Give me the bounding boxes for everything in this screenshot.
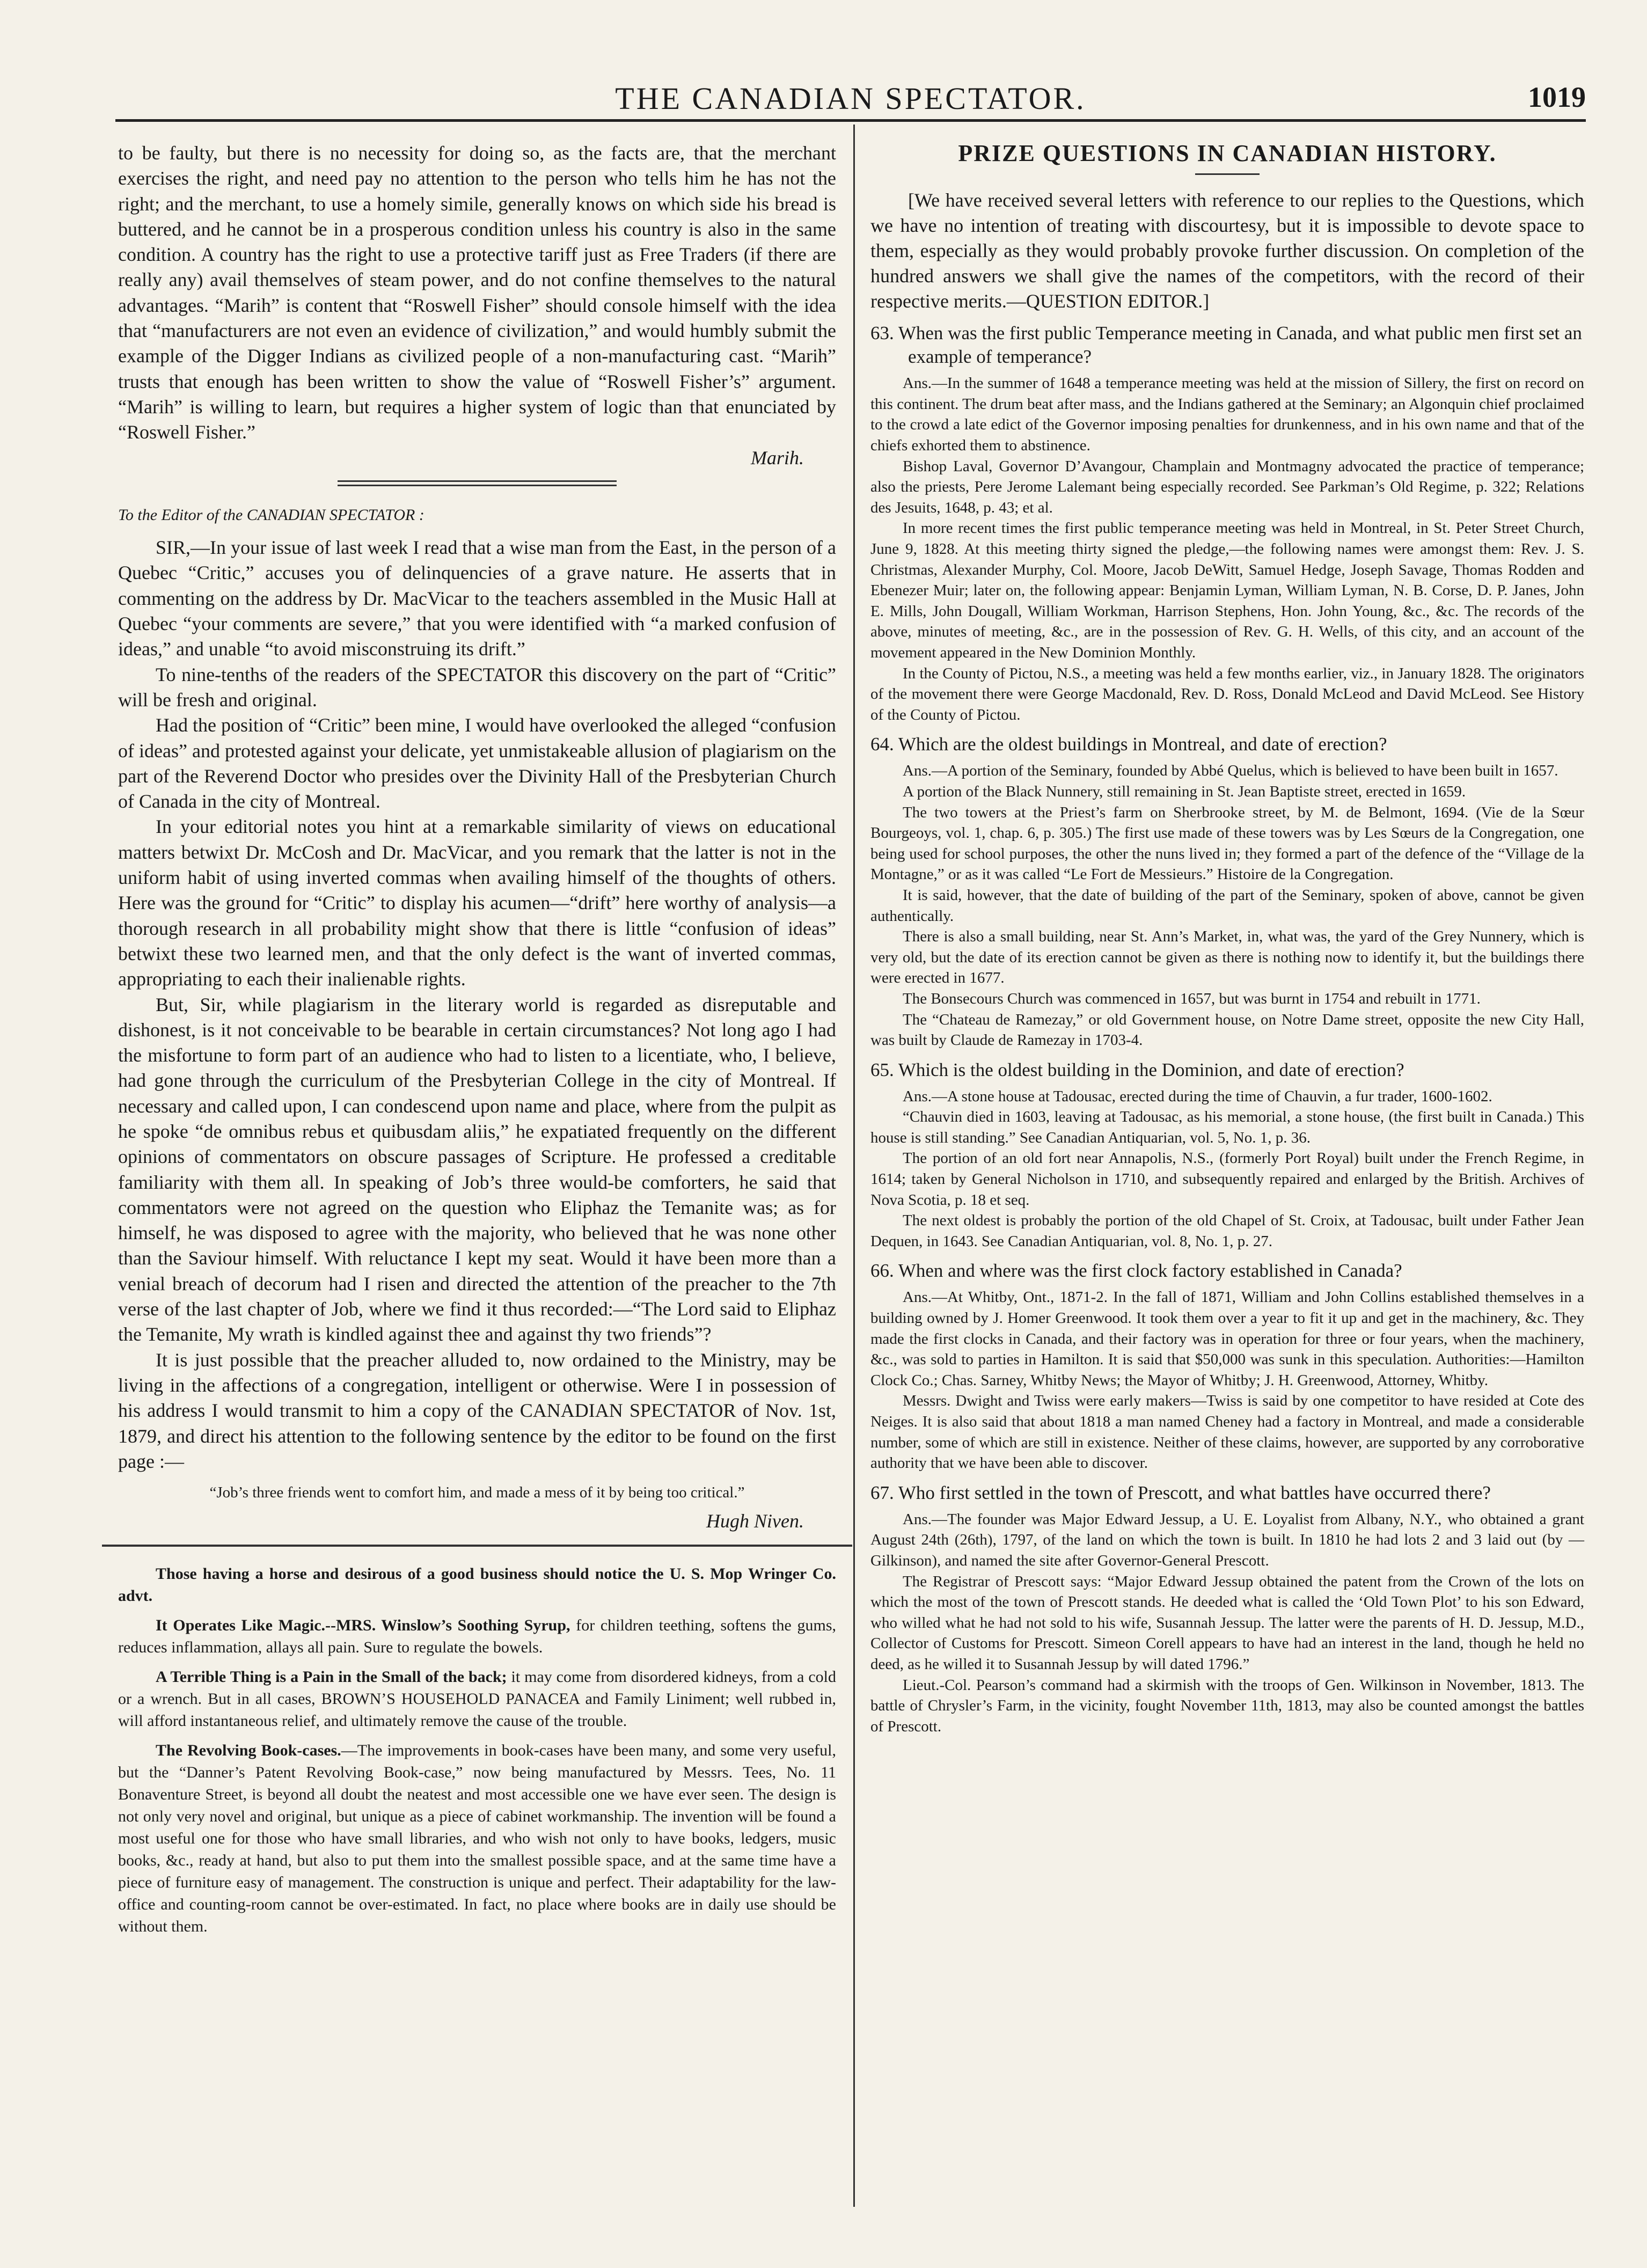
answer-paragraph: There is also a small building, near St. Ann’s Market, in, what was, the yard of the Grey Nunnery, which is very old, but the date of its erection cannot be given as there is nothing now to identify it, but the buildings there were erected in 1677. <box>870 928 1584 987</box>
right-column <box>870 141 1584 1737</box>
answer-paragraph: Bishop Laval, Governor D’Avangour, Champlain and Montmagny advocated the practice of temperance; also the priests, Pere Jerome Lalemant being especially recorded. See Parkman’s Old Regime, p. 322; Relations des Jesuits, 1648, p. 43; et al. <box>870 457 1584 516</box>
answer-paragraph: In the County of Pictou, N.S., a meeting was held a few months earlier, viz., in January 1828. The originators of the movement there were George Macdonald, Rev. D. Ross, Donald McLeod and David McLeod. See History of the County of Pictou. <box>870 664 1584 723</box>
letter-marih-paragraph: to be faulty, but there is no necessity for doing so, as the facts are, that the merchant exercises the right, and need pay no attention to the person who tells him he has not the right; and the merchant, to use a homely simile, generally knows on which side his bread is buttered, and he cannot be in a prosperous condition unless his country is also in the same condition. A country has the right to use a protective tariff just as Free Traders (if there are really any) avail themselves of steam power, and do not confine themselves to the natural advantages. “Marih” is content that “Roswell Fisher” should console himself with the idea that “manufacturers are not even an evidence of civilization,” and would humbly submit the example of the Digger Indians as civilized people of a non-manufacturing cast. “Marih” trusts that enough has been written to show the value of “Roswell Fisher’s” argument. “Marih” is willing to learn, but requires a higher system of logic than that enunciated by “Roswell Fisher.” <box>118 142 836 443</box>
letter-niven-paragraph: SIR,—In your issue of last week I read that a wise man from the East, in the person of a Quebec “Critic,” accuses you of delinquencies of a grave nature. He asserts that in commenting on the address by Dr. MacVicar to the teachers assembled in the Music Hall at Quebec “your comments are severe,” that you were identified with “a marked confusion of ideas,” and unable “to avoid misconstruing its drift.” <box>118 537 836 660</box>
newspaper-title: THE CANADIAN SPECTATOR. <box>615 81 1086 116</box>
masthead <box>115 81 1586 118</box>
ad-item: Those having a horse and desirous of a good business should notice the U. S. Mop Wringer Co. advt. <box>118 1565 836 1605</box>
answer-paragraph: A portion of the Black Nunnery, still remaining in St. Jean Baptiste street, erected in 1659. <box>903 782 1466 800</box>
answer-paragraph: In more recent times the first public temperance meeting was held in Montreal, in St. Peter Street Church, June 9, 1828. At this meeting thirty signed the pledge,—the following names were amongst them: Rev. J. S. Christmas, Alexander Murphy, Col. Moore, Jacob DeWitt, Samuel Hedge, Joseph Savage, Thomas Rodden and Ebenezer Muir; later on, the following appear: Benjamin Lyman, William Lyman, N. B. Corse, D. P. Janes, John E. Mills, John Dougall, William Workman, Harrison Stephens, Hon. John Young, &c., &c. The records of the above, minutes of meeting, &c., are in the possession of Rev. G. H. Wells, of this city, and an account of the movement appeared in the New Dominion Monthly. <box>870 520 1584 662</box>
question-65: 65. Which is the oldest building in the Dominion, and date of erection? <box>870 1059 1404 1080</box>
ad-item: The Revolving Book-cases.—The improvements in book-cases have been many, and some very useful, but the “Danner’s Patent Revolving Book-case,” now being manufactured by Messrs. Tees, No. 11 Bonaventure Street, is beyond all doubt the neatest and most accessible one we have ever seen. The design is not only very novel and original, but unique as a piece of cabinet workmanship. The invention will be found a most useful one for those who have small libraries, and who wish not only to have books, ledgers, music books, &c., ready at hand, but also to put them into the smallest possible space, and at the same time have a piece of furniture easy of management. The construction is unique and perfect. Their adaptability for the law-office and counting-room cannot be over-estimated. In fact, no place where books are in daily use should be without them. <box>118 1742 837 1936</box>
column-divider <box>853 125 855 2207</box>
editor-quote: “Job’s three friends went to comfort him, and made a mess of it by being too critical.” <box>209 1484 745 1502</box>
left-column <box>118 141 836 1945</box>
title-rule <box>1195 173 1260 175</box>
letter-niven-paragraph: It is just possible that the preacher alluded to, now ordained to the Ministry, may be living in the affections of a congregation, intelligent or otherwise. Were I in possession of his address I would transmit to him a copy of the CANADIAN SPECTATOR of Nov. 1st, 1879, and direct his attention to the following sentence by the editor to be found on the first page :— <box>118 1349 836 1472</box>
question-64: 64. Which are the oldest buildings in Montreal, and date of erection? <box>870 734 1387 755</box>
answer-paragraph: “Chauvin died in 1603, leaving at Tadousac, as his memorial, a stone house, (the first built in Canada.) This house is still standing.” See Canadian Antiquarian, vol. 5, No. 1, p. 36. <box>870 1108 1584 1146</box>
ads-divider <box>102 1545 852 1547</box>
section-title: PRIZE QUESTIONS IN CANADIAN HISTORY. <box>958 140 1497 166</box>
editor-note: [We have received several letters with reference to our replies to the Questions, which we have no intention of treating with discourtesy, but it is impossible to devote space to them, especially as they would probably provoke further discussion. On completion of the hundred answers we shall give the names of the competitors, with the record of their respective merits.—QUESTION EDITOR.] <box>870 189 1584 312</box>
answer-paragraph: The “Chateau de Ramezay,” or old Government house, on Notre Dame street, opposite the new City Hall, was built by Claude de Ramezay in 1703-4. <box>870 1011 1584 1049</box>
answer-paragraph: The two towers at the Priest’s farm on Sherbrooke street, by M. de Belmont, 1694. (Vie de la Sœur Bourgeoys, vol. 1, chap. 6, p. 305.) The first use made of these towers was by Les Sœurs de la Congregation, one being used for school purposes, the other the nuns lived in; they formed a part of the defence of the “Village de la Montagne,” or as it was called “Le Fort de Messieurs.” Histoire de la Congregation. <box>870 803 1584 883</box>
answer-paragraph: The portion of an old fort near Annapolis, N.S., (formerly Port Royal) built under the French Regime, in 1614; taken by General Nicholson in 1710, and subsequently repaired and enlarged by the British. Archives of Nova Scotia, p. 18 et seq. <box>870 1150 1584 1209</box>
letter-niven-paragraph: In your editorial notes you hint at a remarkable similarity of views on educational matters betwixt Dr. McCosh and Dr. MacVicar, and you remark that the latter is not in the uniform habit of using inverted commas when availing himself of the thoughts of others. Here was the ground for “Critic” to display his acumen—“drift” here worthy of analysis—a thorough research in all probability might show that there is little “confusion of ideas” betwixt these two learned men, and that the only defect is the want of inverted commas, appropriating to each their inalienable rights. <box>118 816 836 990</box>
answer-paragraph: The Registrar of Prescott says: “Major Edward Jessup obtained the patent from the Crown of the lots on which the most of the town of Prescott stands. He deeded what is called the ‘Old Town Plot’ to his son Edward, who willed what he had not sold to his wife, Susannah Jessup. The latter were the parents of H. D. Jessup, M.D., Collector of Customs for Prescott. Simeon Corell appears to have had an interest in the land, though he held no deed, as he willed it to Susannah Jessup by will dated 1796.” <box>870 1572 1584 1673</box>
answer-paragraph: The next oldest is probably the portion of the old Chapel of St. Croix, at Tadousac, built under Father Jean Dequen, in 1643. See Canadian Antiquarian, vol. 8, No. 1, p. 27. <box>870 1212 1584 1250</box>
answer-paragraph: It is said, however, that the date of building of the part of the Seminary, spoken of above, cannot be given authentically. <box>870 886 1584 925</box>
question-67: 67. Who first settled in the town of Prescott, and what battles have occurred there? <box>870 1482 1491 1503</box>
section-divider <box>338 480 617 486</box>
masthead-rule <box>115 119 1586 122</box>
answer-paragraph: Ans.—In the summer of 1648 a temperance meeting was held at the mission of Sillery, the first on record on this continent. The drum beat after mass, and the Indians gathered at the Seminary; an Algonquin chief proclaimed to the crowd a late edict of the Governor imposing penalties for drunkenness, and in his own name and that of the chiefs exhorted them to abstinence. <box>870 375 1584 455</box>
letter-niven-paragraph: To nine-tenths of the readers of the SPECTATOR this discovery on the part of “Critic” will be fresh and original. <box>118 663 836 711</box>
letter-niven-signature: Hugh Niven. <box>706 1510 804 1532</box>
letter-niven-heading: To the Editor of the CANADIAN SPECTATOR : <box>118 506 424 524</box>
answer-paragraph: Ans.—A stone house at Tadousac, erected during the time of Chauvin, a fur trader, 1600-1602. <box>903 1087 1492 1105</box>
answer-paragraph: The Bonsecours Church was commenced in 1657, but was burnt in 1754 and rebuilt in 1771. <box>903 990 1481 1007</box>
ad-item: A Terrible Thing is a Pain in the Small of the back; it may come from disordered kidneys, from a cold or a wrench. But in all cases, BROWN’S HOUSEHOLD PANACEA and Family Liniment; well rubbed in, will afford instantaneous relief, and ultimately remove the cause of the trouble. <box>118 1668 836 1730</box>
ad-item: It Operates Like Magic.--MRS. Winslow’s Soothing Syrup, for children teething, softens the gums, reduces inflammation, allays all pain. Sure to regulate the bowels. <box>118 1616 836 1657</box>
answer-paragraph: Messrs. Dwight and Twiss were early makers—Twiss is said by one competitor to have resided at Cote des Neiges. It is also said that about 1818 a man named Cheney had a factory in Montreal, and made a considerable number, some of which are still in existence. Neither of these claims, however, are supported by any corroborative authority that we have been able to discover. <box>870 1392 1584 1472</box>
question-63: 63. When was the first public Temperance meeting in Canada, and what public men first set an example of temperance? <box>870 323 1582 368</box>
answer-paragraph: Ans.—The founder was Major Edward Jessup, a U. E. Loyalist from Albany, N.Y., who obtained a grant August 24th (26th), 1797, of the land on which the town is built. In 1810 he had lots 2 and 3 laid out (by — Gilkinson), and named the site after Governor-General Prescott. <box>870 1510 1584 1569</box>
question-66: 66. When and where was the first clock factory established in Canada? <box>870 1260 1402 1282</box>
letter-niven-paragraph: But, Sir, while plagiarism in the literary world is regarded as disreputable and dishonest, is it not conceivable to be bearable in certain circumstances? Not long ago I had the misfortune to form part of an audience who had to listen to a licentiate, who, I believe, had gone through the curriculum of the Presbyterian College in the city of Montreal. If necessary and called upon, I can condescend upon name and place, where from the pulpit as he spoke “de omnibus rebus et quibusdam aliis,” he expatiated frequently on the different opinions of commentators on obscure passages of Scripture. He professed a creditable familiarity with them all. In speaking of Job’s three would-be comforters, he said that commentators were not agreed on the question who Eliphaz the Temanite was; as for himself, he was disposed to agree with the majority, who believed that he was none other than the Saviour himself. With reluctance I kept my seat. Would it have been more than a venial breach of decorum had I risen and directed the attention of the preacher to the 7th verse of the last chapter of Job, where we find it thus recorded:—“The Lord said to Eliphaz the Temanite, My wrath is kindled against thee and against thy two friends”? <box>118 993 836 1345</box>
letter-marih-signature: Marih. <box>751 447 804 469</box>
answer-paragraph: Lieut.-Col. Pearson’s command had a skirmish with the troops of Gen. Wilkinson in November, 1813. The battle of Chrysler’s Farm, in the vicinity, fought November 11th, 1813, may also be counted amongst the battles of Prescott. <box>870 1676 1584 1735</box>
page-number: 1019 <box>1528 81 1586 113</box>
answer-paragraph: Ans.—A portion of the Seminary, founded by Abbé Quelus, which is believed to have been built in 1657. <box>903 762 1558 780</box>
answer-paragraph: Ans.—At Whitby, Ont., 1871-2. In the fall of 1871, William and John Collins established themselves in a building owned by J. Homer Greenwood. It took them over a year to fit it up and get in the machinery, &c. They made the first clocks in Canada, and their factory was in operation for three or four years, when the machinery, &c., was sold to parties in Hamilton. It is said that $50,000 was sunk in this speculation. Authorities:—Hamilton Clock Co.; Chas. Sarney, Whitby News; the Mayor of Whitby; J. H. Greenwood, Attorney, Whitby. <box>870 1289 1584 1389</box>
letter-niven-paragraph: Had the position of “Critic” been mine, I would have overlooked the alleged “confusion of ideas” and protested against your delicate, yet unmistakeable allusion of plagiarism on the part of the Reverend Doctor who presides over the Divinity Hall of the Presbyterian Church of Canada in the city of Montreal. <box>118 714 836 813</box>
